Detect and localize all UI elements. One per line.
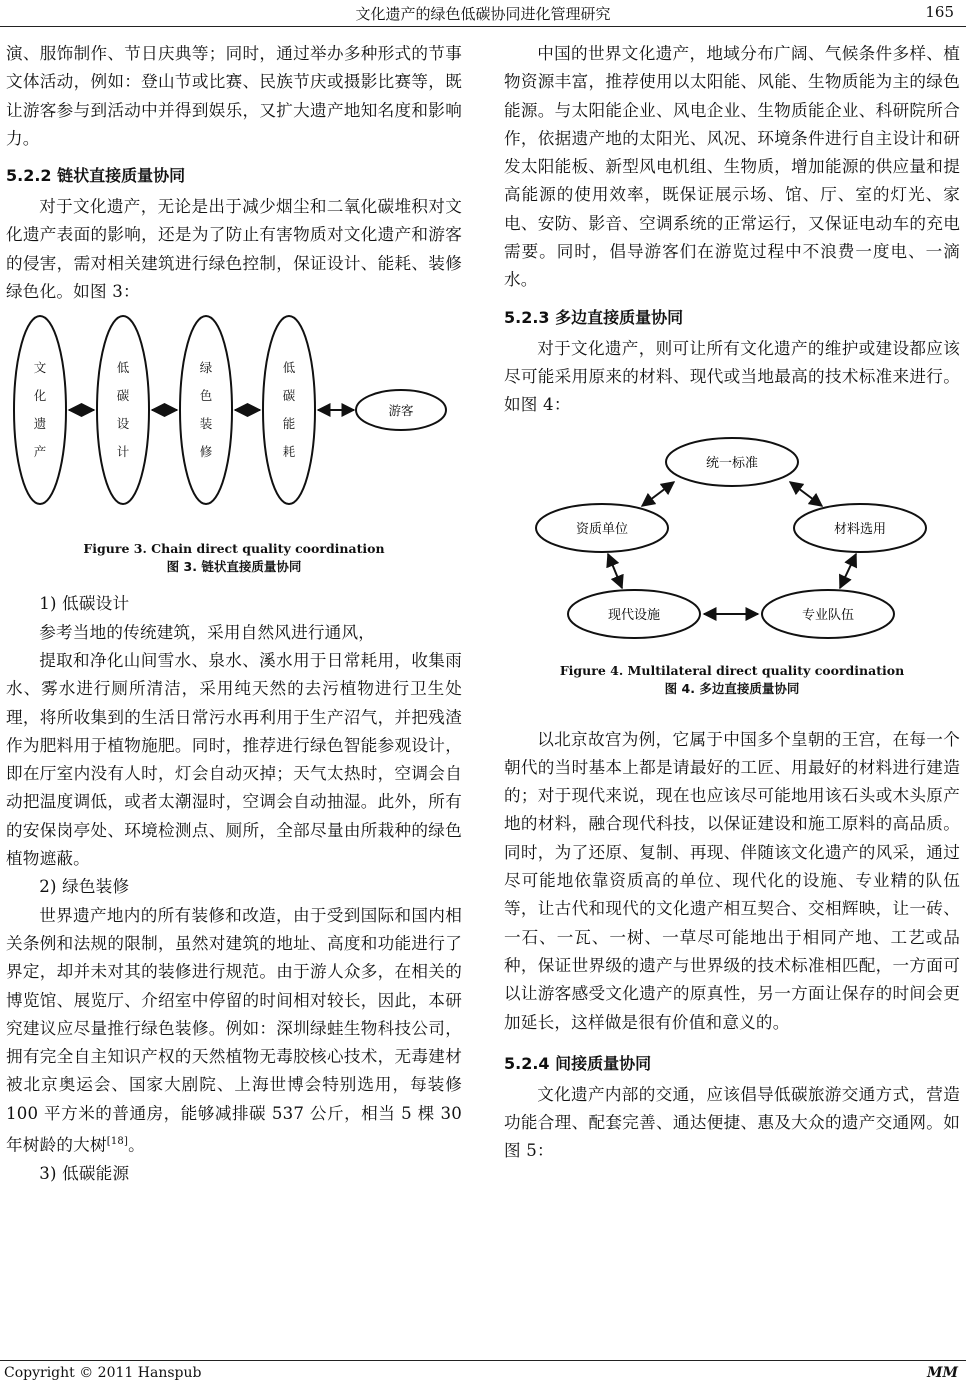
node-lowcarbon-energy	[263, 316, 315, 504]
label-unified-standard: 统一标准	[705, 455, 759, 471]
fig3-node-4-char: 能	[282, 416, 296, 432]
label-professional-team: 专业队伍	[801, 607, 855, 623]
figure-3-caption-en: Figure 3. Chain direct quality coordination	[83, 541, 385, 557]
label-modern-facility: 现代设施	[607, 607, 661, 623]
node-heritage	[14, 316, 66, 504]
page-number: 165	[925, 3, 954, 21]
section-heading-524: 5.2.4 间接质量协同	[504, 1053, 652, 1073]
fig3-node-3-char: 绿	[199, 360, 213, 376]
fig3-node-3-char: 修	[199, 444, 213, 460]
fig3-node-1-char: 化	[33, 388, 47, 404]
node-lowcarbon-design	[97, 316, 149, 504]
paragraph-523: 对于文化遗产，则可让所有文化遗产的维护或建设都应该尽可能采用原来的材料、现代或当地最高的技术标准来进行。如图 4：	[504, 338, 960, 415]
figure-4-diagram	[504, 436, 960, 658]
paragraph-522: 对于文化遗产，无论是出于减少烟尘和二氧化碳堆积对文化遗产表面的影响，还是为了防止有害物质对文化遗产和游客的侵害，需对相关建筑进行绿色控制，保证设计、能耗、装修绿色化。如图 3：	[6, 197, 462, 302]
arrow-standard-material	[790, 482, 822, 506]
fig3-node-4-char: 耗	[282, 444, 296, 460]
page-header	[0, 0, 966, 27]
citation-18: [18]	[106, 1136, 129, 1148]
page-footer	[0, 1360, 966, 1387]
section-heading-522: 5.2.2 链状直接质量协同	[6, 166, 186, 186]
arrow-material-team	[840, 554, 856, 588]
fig3-node-1-char: 文	[33, 360, 47, 376]
fig3-node-4-char: 碳	[282, 388, 296, 404]
fig3-node-1-char: 产	[33, 444, 47, 460]
arrow-standard-unit	[642, 482, 674, 506]
fig3-node-2-char: 设	[116, 416, 130, 432]
energy-paragraph: 中国的世界文化遗产，地域分布广阔、气候条件多样、植物资源丰富，推荐使用以太阳能、风能、生物质能为主的绿色能源。与太阳能企业、风电企业、生物质能企业、科研院所合作，依据遗产地的太阳光、风况、环境条件进行自主设计和研发太阳能板、新型风电机组、生物质，增加能源的供应量和提高能源的使用效率，既保证展示场、馆、厅、室的灯光、家电、安防、影音、空调系统的正常运行，又保证电动车的充电需要。同时，倡导游客们在游览过程中不浪费一度电、一滴水。	[504, 44, 960, 290]
fig3-node-3-char: 色	[199, 388, 213, 404]
figure-3-caption-zh: 图 3. 链状直接质量协同	[166, 559, 302, 575]
item-1-paragraph-1: 参考当地的传统建筑，采用自然风进行通风，	[39, 622, 376, 642]
figure-4	[504, 436, 960, 726]
item-2-paragraph: 世界遗产地内的所有装修和改造，由于受到国际和国内相关条例和法规的限制，虽然对建筑的地址、高度和功能进行了界定，却并未对其的装修进行规范。由于游人众多，在相关的博览馆、展览厅、介绍室中停留的时间相对较长，因此，本研究建议应尽量推行绿色装修。例如：深圳绿蛙生物科技公司，拥有完全自主知识产权的天然植物无毒胶核心技术，无毒建材被北京奥运会、国家大剧院、上海世博会特别选用，每装修 100 平方米的普通房，能够减排碳 537 公斤，相当 5 棵 30 年树龄的大树[18]。	[6, 905, 462, 1155]
figure-3-diagram	[6, 314, 462, 536]
label-material-selection: 材料选用	[833, 521, 887, 537]
figure-3	[6, 314, 462, 582]
figure-4-caption-zh: 图 4. 多边直接质量协同	[664, 680, 800, 696]
item-3-title: 3) 低碳能源	[39, 1163, 130, 1183]
label-qualified-unit: 资质单位	[575, 521, 629, 537]
fig3-node-4-char: 低	[282, 360, 296, 376]
fig3-node-2-char: 低	[116, 360, 130, 376]
item-2-title: 2) 绿色装修	[39, 877, 130, 897]
journal-abbrev: MM	[927, 1365, 958, 1381]
section-heading-523: 5.2.3 多边直接质量协同	[504, 307, 684, 327]
item-1-paragraph-2: 提取和净化山间雪水、泉水、溪水用于日常耗用，收集雨水、雾水进行厕所清洁，采用纯天然的去污植物进行卫生处理，将所收集到的生活日常污水再利用于生产沼气，并把残渣作为肥料用于植物施肥。同时，推荐进行绿色智能参观设计，即在厅室内没有人时，灯会自动灭掉；天气太热时，空调会自动把温度调低，或者太潮湿时，空调会自动抽湿。此外，所有的安保岗亭处、环境检测点、厕所，全部尽量由所栽种的绿色植物遮蔽。	[6, 650, 462, 869]
copyright: Copyright © 2011 Hanspub	[4, 1365, 202, 1381]
palace-paragraph: 以北京故宫为例，它属于中国多个皇朝的王宫，在每一个朝代的当时基本上都是请最好的工匠、用最好的材料进行建造的；对于现代来说，现在也应该尽可能地用该石头或木头原产地的材料，融合现代科技，以保证建设和施工原料的高品质。同时，为了还原、复制、再现、伴随该文化遗产的风采，通过尽可能地依靠资质高的单位、现代化的设施、专业精的队伍等，让古代和现代的文化遗产相互契合、交相辉映，让一砖、一石、一瓦、一树、一草尽可能地出于相同产地、工艺或品种，保证世界级的遗产与世界级的技术标准相匹配，一方面可以让游客感受文化遗产的原真性，另一方面让保存的时间会更加延长，这样做是很有价值和意义的。	[504, 729, 960, 1032]
fig3-node-3-char: 装	[199, 416, 213, 432]
paragraph-524: 文化遗产内部的交通，应该倡导低碳旅游交通方式，营造功能合理、配套完善、通达便捷、惠及大众的遗产交通网。如图 5：	[504, 1084, 960, 1161]
item-1-title: 1) 低碳设计	[39, 594, 130, 614]
figure-4-caption-en: Figure 4. Multilateral direct quality coordination	[559, 662, 905, 678]
label-tourist: 游客	[388, 403, 414, 419]
fig3-node-1-char: 遗	[33, 416, 47, 432]
left-column	[6, 40, 462, 1188]
fig3-node-2-char: 碳	[116, 388, 130, 404]
fig3-node-2-char: 计	[116, 444, 130, 460]
intro-paragraph: 演、服饰制作、节日庆典等；同时，通过举办多种形式的节事文体活动，例如：登山节或比赛、民族节庆或摄影比赛等，既让游客参与到活动中并得到娱乐，又扩大遗产地知名度和影响力。	[6, 44, 462, 148]
running-title: 文化遗产的绿色低碳协同进化管理研究	[355, 5, 611, 23]
arrow-unit-facility	[608, 554, 622, 588]
node-green-decoration	[180, 316, 232, 504]
right-column	[504, 40, 960, 1166]
